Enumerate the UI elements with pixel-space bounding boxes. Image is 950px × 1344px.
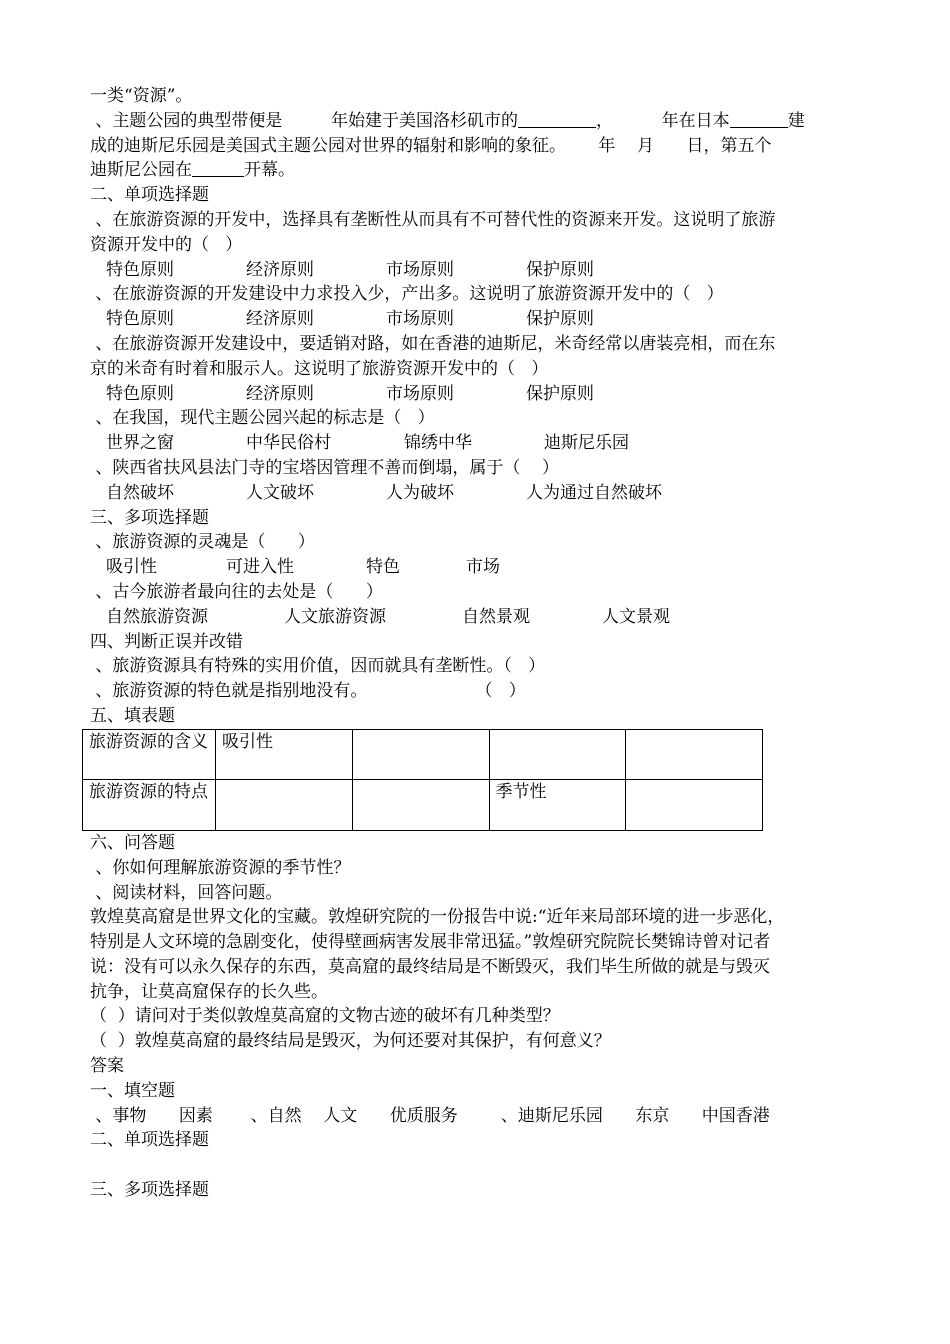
question-text: 资源开发中的（ ）: [90, 234, 243, 255]
table-row: [83, 780, 763, 831]
options-row: 特色原则 经济原则 市场原则 保护原则: [106, 309, 594, 330]
table-cell: 吸引性: [216, 729, 353, 780]
passage-text: 抗争，让莫高窟保存的长久些。: [90, 981, 328, 1002]
question-text: （ ）请问对于类似敦煌莫高窟的文物古迹的破坏有几种类型？: [90, 1006, 560, 1027]
section-heading: 四、判断正误并改错: [90, 631, 243, 652]
table-cell: [216, 780, 353, 831]
question-text: 、在我国，现代主题公园兴起的标志是（ ）: [90, 408, 435, 429]
table-cell: [352, 729, 489, 780]
section-heading: 六、问答题: [90, 832, 175, 853]
table-cell: 季节性: [489, 780, 626, 831]
passage-text: 说：没有可以永久保存的东西，莫高窟的最终结局是不断毁灭，我们毕生所做的就是与毁灭: [90, 956, 770, 977]
table-cell: [352, 780, 489, 831]
options-row: 自然旅游资源 人文旅游资源 自然景观 人文景观: [106, 606, 670, 627]
table-row: [83, 729, 763, 780]
blank-space: [90, 1153, 870, 1178]
options-row: 世界之窗 中华民俗村 锦绣中华 迪斯尼乐园: [106, 433, 629, 454]
answer-heading: 答案: [90, 1056, 124, 1077]
table-cell: 旅游资源的含义: [83, 729, 216, 780]
question-text: 、旅游资源的灵魂是（ ）: [90, 532, 315, 553]
table-cell: [489, 729, 626, 780]
fill-question-1: 、主题公园的典型带便是 年始建于美国洛杉矶市的 ， 年在日本 建: [90, 110, 805, 131]
question-text: 、在旅游资源的开发中，选择具有垄断性从而具有不可替代性的资源来开发。这说明了旅游: [90, 209, 776, 230]
fill-table: [82, 729, 763, 831]
passage-text: 敦煌莫高窟是世界文化的宝藏。敦煌研究院的一份报告中说:“近年来局部环境的进一步恶化，: [90, 907, 785, 928]
question-text: （ ）敦煌莫高窟的最终结局是毁灭，为何还要对其保护，有何意义？: [90, 1031, 611, 1052]
document-page: [90, 84, 870, 1203]
text-line: 迪斯尼公园在 开幕。: [90, 160, 295, 181]
question-text: 、你如何理解旅游资源的季节性？: [90, 857, 351, 878]
section-heading: 三、多项选择题: [90, 507, 209, 528]
question-text: 、陕西省扶风县法门寺的宝塔因管理不善而倒塌，属于（ ）: [90, 457, 560, 478]
question-text: 、旅游资源具有特殊的实用价值，因而就具有垄断性。（ ）: [90, 656, 546, 677]
passage-text: 特别是人文环境的急剧变化，使得壁画病害发展非常迅猛。”敦煌研究院院长樊锦诗曾对记者: [90, 932, 771, 953]
options-row: 吸引性 可进入性 特色 市场: [106, 557, 500, 578]
section-heading: 三、多项选择题: [90, 1180, 209, 1201]
blank-line: [518, 110, 596, 128]
table-cell: [626, 780, 763, 831]
section-heading: 五、填表题: [90, 705, 175, 726]
answer-text: 、事物 因素 、自然 人文 优质服务 、迪斯尼乐园 东京 中国香港: [90, 1105, 770, 1126]
question-text: 京的米奇有时着和服示人。这说明了旅游资源开发中的（ ）: [90, 358, 549, 379]
question-text: 、古今旅游者最向往的去处是（ ）: [90, 581, 383, 602]
section-heading: 二、单项选择题: [90, 1130, 209, 1151]
question-text: 、旅游资源的特色就是指别地没有。 （ ）: [90, 681, 526, 702]
question-text: 、在旅游资源开发建设中，要适销对路，如在香港的迪斯尼，米奇经常以唐装亮相，而在东: [90, 333, 776, 354]
options-row: 自然破坏 人文破坏 人为破坏 人为通过自然破坏: [106, 482, 662, 503]
question-text: 、在旅游资源的开发建设中力求投入少，产出多。这说明了旅游资源开发中的（ ）: [90, 284, 724, 305]
section-heading: 二、单项选择题: [90, 185, 209, 206]
text-line: 一类“资源”。: [90, 86, 193, 106]
question-text: 、阅读材料，回答问题。: [90, 882, 283, 903]
blank-line: [730, 110, 788, 128]
table-cell: [626, 729, 763, 780]
blank-line: [192, 159, 244, 177]
options-row: 特色原则 经济原则 市场原则 保护原则: [106, 259, 594, 280]
section-heading: 一、填空题: [90, 1080, 175, 1101]
options-row: 特色原则 经济原则 市场原则 保护原则: [106, 383, 594, 404]
table-cell: 旅游资源的特点: [83, 780, 216, 831]
text-line: 成的迪斯尼乐园是美国式主题公园对世界的辐射和影响的象征。 年 月 日，第五个: [90, 135, 772, 156]
